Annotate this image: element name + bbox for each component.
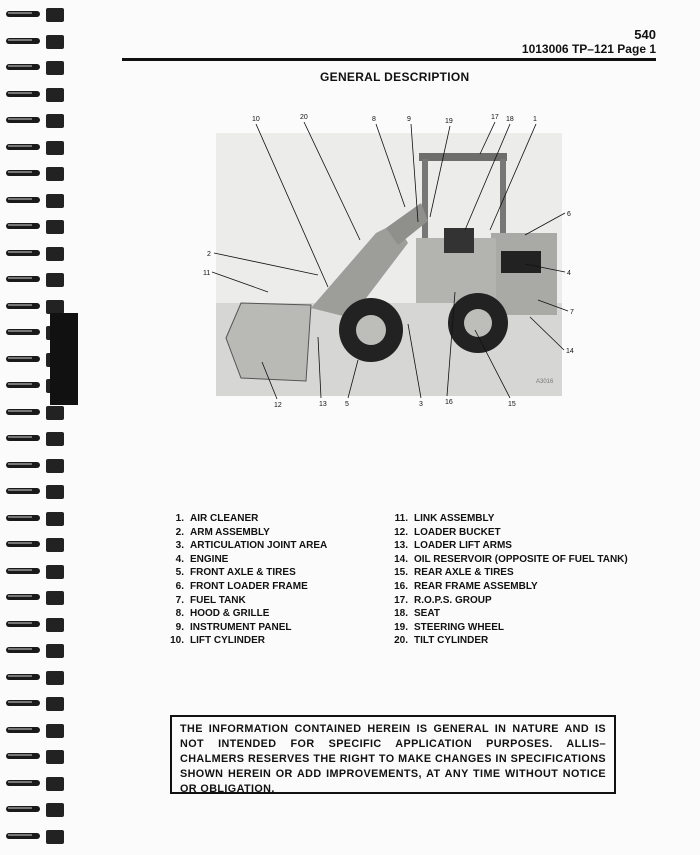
callout-17: 17	[491, 114, 499, 121]
callout-4: 4	[567, 270, 571, 277]
binding-ring	[6, 35, 66, 49]
binding-ring	[6, 618, 66, 632]
index-tab	[50, 313, 78, 405]
callout-3: 3	[419, 401, 423, 408]
binding-ring	[6, 114, 66, 128]
binding-ring	[6, 565, 66, 579]
binding-ring	[6, 273, 66, 287]
binding-ring	[6, 538, 66, 552]
list-item: 2. ARM ASSEMBLY	[175, 526, 270, 538]
binding-ring	[6, 830, 66, 844]
binding-ring	[6, 485, 66, 499]
list-item: 3. ARTICULATION JOINT AREA	[175, 540, 328, 552]
callout-14: 14	[566, 348, 574, 355]
binding-ring	[6, 777, 66, 791]
binding-ring	[6, 406, 66, 420]
list-item: 7. FUEL TANK	[175, 594, 246, 606]
binding-ring	[6, 247, 66, 261]
list-item: 6. FRONT LOADER FRAME	[175, 580, 308, 592]
binding-ring	[6, 141, 66, 155]
binding-ring	[6, 220, 66, 234]
list-item: 20. TILT CYLINDER	[394, 635, 489, 647]
callout-9: 9	[407, 116, 411, 123]
page-number: 540	[634, 27, 656, 42]
binding-ring	[6, 591, 66, 605]
list-item: 5. FRONT AXLE & TIRES	[175, 567, 296, 579]
callout-5: 5	[345, 401, 349, 408]
binding-ring	[6, 803, 66, 817]
callout-10: 10	[252, 116, 260, 123]
parts-list-left	[166, 512, 327, 648]
binding-ring	[6, 459, 66, 473]
list-item: 10. LIFT CYLINDER	[170, 635, 265, 647]
list-item: 11. LINK ASSEMBLY	[394, 513, 495, 524]
callout-18: 18	[506, 116, 514, 123]
list-item: 19. STEERING WHEEL	[394, 621, 505, 633]
binding-ring	[6, 432, 66, 446]
binding-ring	[6, 644, 66, 658]
figure-callouts	[200, 112, 600, 412]
list-item: 12. LOADER BUCKET	[394, 526, 501, 538]
callout-6: 6	[567, 211, 571, 218]
spiral-binding	[0, 0, 78, 855]
document-reference: 1013006 TP–121 Page 1	[521, 42, 656, 56]
binding-ring	[6, 697, 66, 711]
list-item: 18. SEAT	[394, 608, 440, 620]
binding-ring	[6, 167, 66, 181]
callout-2: 2	[207, 251, 211, 258]
binding-ring	[6, 750, 66, 764]
callout-19: 19	[445, 118, 453, 125]
list-item: 13. LOADER LIFT ARMS	[394, 540, 512, 552]
svg-text:A3016: A3016	[536, 379, 554, 385]
list-item: 9. INSTRUMENT PANEL	[175, 621, 292, 633]
callout-13: 13	[319, 401, 327, 408]
callout-12: 12	[274, 402, 282, 409]
binding-ring	[6, 8, 66, 22]
disclaimer-box: THE INFORMATION CONTAINED HEREIN IS GENERAL IN NATURE AND IS NOT INTENDED FOR SPECIFIC APPLICATION PURPOSES. ALLIS–CHALMERS RESERVES THE RIGHT TO MAKE CHANGES IN SPECIFICATIONS SHOWN HEREIN OR ADD IMPROVEMENTS, AT ANY TIME WITHOUT NOTICE OR OBLIGATION.	[170, 715, 616, 794]
list-item: 17. R.O.P.S. GROUP	[394, 594, 492, 606]
list-item: 4. ENGINE	[175, 553, 229, 565]
binding-ring	[6, 671, 66, 685]
binding-ring	[6, 512, 66, 526]
section-title: GENERAL DESCRIPTION	[320, 70, 470, 84]
binding-ring	[6, 300, 66, 314]
list-item: 1. AIR CLEANER	[175, 513, 259, 524]
callout-20: 20	[300, 114, 308, 121]
callout-16: 16	[445, 399, 453, 406]
callout-7: 7	[570, 309, 574, 316]
header-rule	[122, 58, 656, 61]
callout-11: 11	[203, 270, 211, 277]
parts-list-right	[390, 512, 628, 648]
callout-15: 15	[508, 401, 516, 408]
list-item: 15. REAR AXLE & TIRES	[394, 567, 514, 579]
callout-1: 1	[533, 116, 537, 123]
binding-ring	[6, 724, 66, 738]
binding-ring	[6, 194, 66, 208]
list-item: 16. REAR FRAME ASSEMBLY	[394, 580, 538, 592]
binding-ring	[6, 61, 66, 75]
list-item: 14. OIL RESERVOIR (OPPOSITE OF FUEL TANK)	[394, 553, 628, 565]
callout-8: 8	[372, 116, 376, 123]
binding-ring	[6, 88, 66, 102]
list-item: 8. HOOD & GRILLE	[175, 608, 270, 620]
